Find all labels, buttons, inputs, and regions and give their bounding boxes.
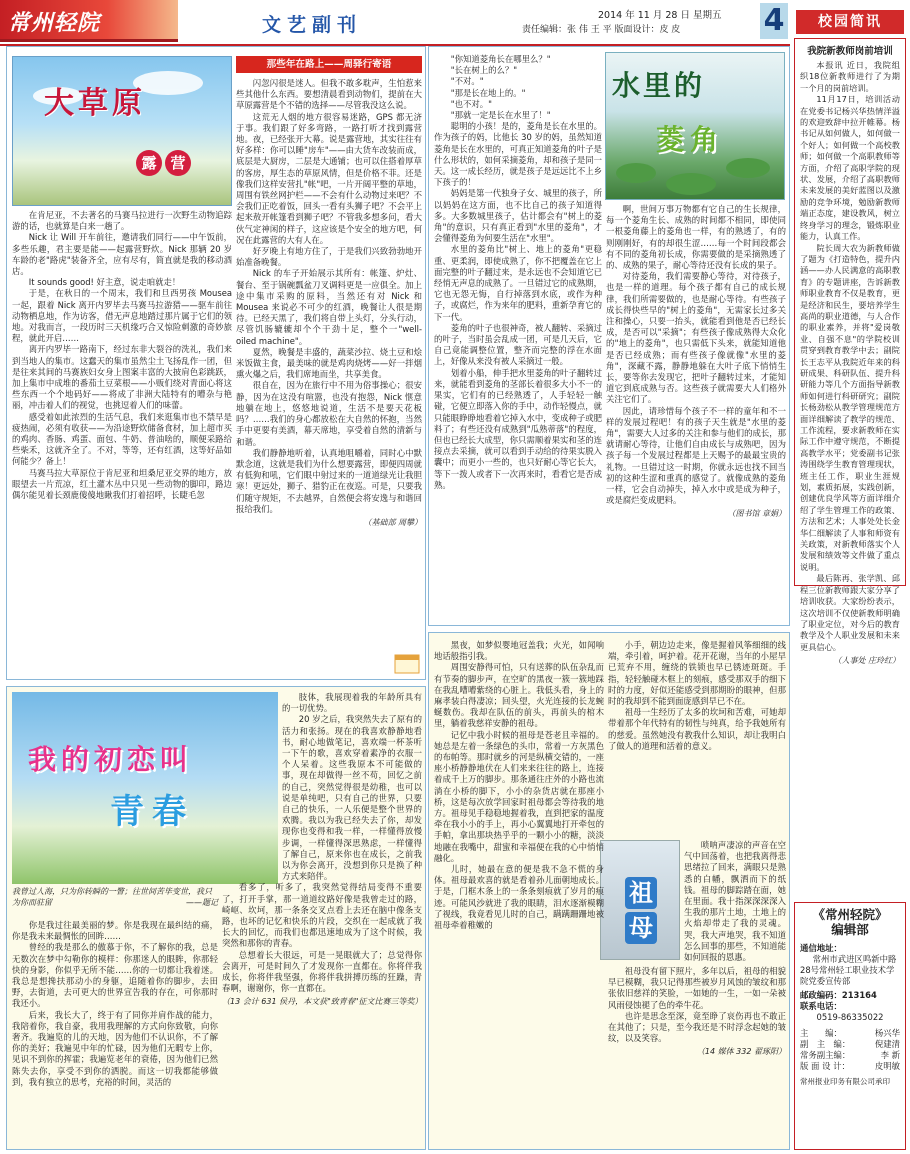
article-grandmother-col1 <box>434 640 604 1146</box>
article-water-caltrop-signature: （图书馆 章娟） <box>727 509 786 519</box>
staff-role: 常务副主编： <box>800 1050 851 1060</box>
article-youth-col2 <box>222 692 422 1146</box>
epigraph-tag: ——题记 <box>186 898 218 907</box>
editorial-title: 《常州轻院》 编辑部 <box>812 907 888 937</box>
article-water-caltrop-col1 <box>434 54 602 624</box>
article-grandmother-col2-bottom <box>608 966 786 1146</box>
phone: 0519-86335022 <box>816 1012 884 1022</box>
address: 常州市武进区鸣新中路28号常州轻工职业技术学院党委宣传部 <box>800 954 897 986</box>
campus-news-box <box>794 38 906 666</box>
sidebar-title: 校园简讯 <box>796 10 904 34</box>
staff-role: 版 面 设 计： <box>800 1061 850 1071</box>
paragraph: 于是，在秋日的一个周末，我们和旦西男孩 Mousea 一起，跟着 Nick 离开内罗毕去马赛马拉游猎——驱车前往动物栖息地，作为访客，借无声息地踏过那片属于它们的领地。对我而言，一段历时三天机缘巧合又惊险刺激的奇妙旅程，就此开启…… <box>12 288 232 344</box>
paragraph: 祖母没有留下照片，多年以后，祖母的相貌早已模糊，我只记得那些被岁月风蚀的皱纹和那张依旧慈祥的笑脸，一如她的一生，一如一朵被风雨侵蚀褪了色的牵牛花。 <box>608 966 786 1010</box>
paragraph: 因此，请珍惜每个孩子不一样的童年和不一样的发展过程吧！有的孩子天生就是"水里的菱角"，需要大人过多的关注和参与他们的成长，那就请耐心等待，让他们自由成长与成熟吧，因为孩子每一个发展过程都是上天赐予的最最宝贵的礼物。一旦错过这一时期，你就永远也找不回当初的这种生涩和重真的感觉了。就像成熟的菱角一样，它会自动掉失，掉入水中或是成为种子，或是腐烂变成肥料。 <box>606 405 786 506</box>
calendar-icon <box>394 652 420 674</box>
article-grassland-banner: 那些年在路上——周驿行寄语 <box>236 56 422 73</box>
masthead-brand <box>0 0 178 42</box>
news-paragraph: 本报讯 近日，我院组织18位新教师进行了为期一个月的岗前培训。 <box>800 60 900 93</box>
printer-credit: 常州报业印务有限公司承印 <box>800 1077 890 1086</box>
news-signature: （人事处 庄玲红） <box>833 656 900 666</box>
paragraph: 祖母一生经历了太多的坎坷和苦难，可她却带着那个年代特有的韧性与纯真，给予我她所有的慈爱。虽然她没有教我什么知识，却让我明白了做人的道理和活着的意义。 <box>608 707 786 751</box>
paragraph: 小手，朝边边走来，像是握着风筝细细的线端，牵引着，呵护着。花开花谢，当年的小屋早已荒弃不用，缠绕的铁锁也早已锈迹斑斑。手指，轻轻触碰木框上的刻痕，感受那双手的细下时的力度，好似还能感受到那期盼的眼神，但那时的我却到不能到面庞感到早已不在。 <box>608 640 786 707</box>
article-youth-epigraph <box>12 886 218 918</box>
paragraph: 离开内罗毕一路南下，经过东非大裂谷的洗礼，我们来到当地人的集市。这蠢天的集市虽然尘土飞扬乱作一团，但是往来其间的马赛族妇女身上图案丰富的大披肩色彩跳跃，加上集市中成堆的番茄土豆菜根——小贩们绕对青面心将这些东西一个个地码好——将成了非洲大陆特有的嘈杂与艳丽，冲击着人们的视觉，也挑逗着人们的味蕾。 <box>12 344 232 411</box>
title-char: 母 <box>625 912 657 944</box>
camping-badge <box>136 150 216 176</box>
paragraph: Nick 的车子开始展示其所有：帐篷、炉灶、餐台、至于锅碗瓢盆刀叉调料更是一应俱全。加上途中集市采购的原料，当然还有对 Nick 和 Mousea 来说必不可少的红酒，晚餐让人很是期待。已经天黑了，我们将自带上头灯，分头行动，尽管饥肠辘辘却个个干劲十足，整个一"well-oiled machine"。 <box>236 268 422 346</box>
staff-row <box>800 1061 900 1072</box>
dialogue-line: "你知道菱角长在哪里么？" <box>450 54 551 64</box>
staff-role: 主 编： <box>800 1028 842 1038</box>
news-headline: 我院新教师岗前培训 <box>807 46 893 57</box>
article-water-caltrop-col2 <box>606 204 786 624</box>
brand-title: 常州轻院 <box>8 10 101 36</box>
paragraph: 总想着长大很远，可是一晃眼就大了；总觉得你会离开，可是时间久了才发现你一直都在。你将伴我成长，你将伴我坚强，你将伴我拼搏历练的狂躁，青春啊，谢谢你，你一直都在。 <box>222 949 422 994</box>
paragraph: 看多了，听多了，我突然觉得结局变得不重要了，打开手掌，那一道道纹路好像是我曾走过的路，崎岖、坎坷，那一条条交叉点看上去还在脑中像条支路，也坏的记忆和快乐的片段，交织在一起成就了我长大的回忆，而我们也都迅速地成为了这个时候，我突然和那你的青春。 <box>222 882 422 949</box>
staff-name: 皮明敏 <box>874 1061 900 1071</box>
article-grassland-title: 大草原 <box>44 86 146 121</box>
article-grandmother-col2-mid <box>684 840 786 964</box>
dialogue-line: "那是长在地上的。" <box>450 87 526 98</box>
address-label: 通信地址： <box>800 943 842 953</box>
dialogue-line: "不对。" <box>450 76 484 87</box>
paragraph: 啊，世间万事万物都有它自己的生长规律，每一个菱角生长、成熟的时间都不相同，即使同一根菱角藤上的菱角也一样，有的熟透了，有的则刚刚好，有的却很生涩……每一个时间段都会有不同的菱角初长成，你需要做的是采摘熟透了的、成熟的果子，耐心等待还没有长成的果子。 <box>606 204 786 271</box>
article-youth-title: 我的初恋叫 <box>28 743 194 776</box>
dialogue-line: "那就一定是长在水里了！" <box>450 110 551 121</box>
paragraph: 划着小船，伸手把水里菱角的叶子翻转过来，就能看到菱角的茎部长着很多大小不一的果实，它们有的已经熟透了，人手轻轻一触碰，它便立即落入你的手中，动作轻慢点，就只能眼睁睁地看着它掉入水中，变成种子或肥料了；有些还没有成熟到"瓜熟蒂落"的程度，但也已经长大成型，你只需顺着果实和茎的连接点去采摘，就可以看到手动给的待果实脱入囊中；而更小一些的，也只好耐心等它长大，等下一拨人或者下一次再来时，看看它是否成熟。 <box>434 367 602 490</box>
editorial-office-box <box>794 902 906 1150</box>
paragraph: 这荒无人烟的地方很容易迷路，GPS 都无济于事。我们跟了好多弯路，一路打听才找到露营地。夜，已经张开大幕。说是露营地，其实往往有好多样：你可以睡"房车"——由大货车改装而成，底层是大厨房，二层是大通铺；也可以住搭着厚草的客房，厚生态的草原风情，但是价格不菲。还是像我们这样安营扎"帐"吧，一片开阔平整的草地，周围有铁丝网护栏——不会有什么动物过来吧？不会我们正吃着饭，回头一看有头狮子吧？不会平上起来敖开帐篷看到狮子吧？不管我多想多问，看大伙气定神闲的样子，这应该是个安全的地方吧，何况在此露营的大有人在。 <box>236 111 422 245</box>
paragraph: 妈妈是第一代独身子女、城里的孩子，所以妈妈在这方面，也不比自己的孩子知道得多。大多数城里孩子，估计都会有"树上的菱角"的意识，只有真正看到"水里的菱角"，才会懂得菱角为何要生活在"水里"。 <box>434 188 602 244</box>
paragraph: 曾经的我是那么的傲慕于你，不了解你的我，总是无数次在梦中勾勒你的模样：你那迷人的眼眸，你那轻快的身影，你似乎无所不能……你的一切都让我着迷。我总是想搀扶那动小的身躯，追随着你的脚步，去田野，去街道，去可更大的世界宣告我的存在，可你那时我还小。 <box>12 942 218 1009</box>
staff-role: 副 主 编： <box>800 1039 851 1049</box>
postcode: 邮政编码：213164 <box>800 990 877 1000</box>
editor-credits: 责任编辑：张 伟 王 平 版面设计：皮 皮 <box>522 25 681 35</box>
phone-label: 联系电话： <box>800 1001 842 1011</box>
paragraph: 对待菱角，我们需要静心等待，对待孩子，也是一样的道理。每个孩子都有自己的成长规律，我们所需要做的，也是耐心等待。有些孩子成长得快些早的"树上的菱角"，无需家长过多关注和操心，只要一抬头，就能看到他是否已经长成，是否可以"采摘"；有些孩子像成熟得大众化的"地上的菱角"，也只需低下头来，就能知道他是否已经成熟；而有些孩子像就像"水里的菱角"，深藏不露，静静地躲在大叶子底下悄悄生长，要等你去发现它，把叶子翻转过来，才能知道它到底成熟与否。这些孩子就需要大人们格外关注它们了。 <box>606 271 786 405</box>
article-water-caltrop-title: 水里的 <box>612 69 706 102</box>
article-grandmother-title <box>614 874 668 947</box>
paragraph: 20 岁之后，我突然失去了原有的活力和张扬。现在的我喜欢静静地看书，耐心地做笔记，喜欢端一杯茶听一下午的歌，喜欢穿着素净的衣服一个人呆着。这些我原本不可能做的事，现在却做得一丝不苟，回忆之前的自己，突然觉得很是幼稚，也可以说是单纯吧，只有自己的世界，只要自己的快乐，一人乐便是整个世界的欢腾。我以为我已经失去了你，却发现你也变得和我一样，一样懂得放慢步调，一样懂得深思熟虑，一样懂得了解自己，原来你也在成长，之前我以为你会离开，没想到你只是换了种方式来陪伴。 <box>282 714 422 882</box>
badge-char: 营 <box>165 150 191 176</box>
paragraph: 水里的菱角比"树上、地上的菱角"更稳重、更柔润，即使成熟了，你不把覆盖在它上面完整的叶子翻过来，是永远也不会知道它已经悄无声息的成熟了。一旦错过它的成熟期，它也无怨无悔，自行掉落到水底，或作为种子，或腐烂，作为来年的肥料，重新孕育它的下一代。 <box>434 244 602 322</box>
paragraph: 周围安静得可怕，只有送葬的队伍杂乱而有节奏的脚步声，在空旷的黑夜一簇一簇地踩在我乱嘈嘈紫绕的心脏上。我低头看，身上的麻孝装白得凄凉；回头望，火光连接的长龙蜿蜒数伤。我却在队伍的前头，再前头的棺木里，躺着我慈祥安静的祖母。 <box>434 662 604 729</box>
article-grassland-signature: （基础部 周攀） <box>363 517 422 527</box>
paragraph: 后来，我长大了，终于有了同你并肩作战的能力，我陪着你，我自豪，我用我理解的方式向你致敬，向你奢齐。我遍览的儿的天地，因为他们不认识你，不了解你的美好；我遍见中年的忙碌，因为他们无暇专上你，见识不到你的挥霍；我遍览老年的衰倦，因为他们已然陈失去你，享受不到你的洒脱。而这一切我都能够做到，我有独立的思考，充裕的时间，灵活的 <box>12 1009 218 1087</box>
paragraph: 聪明的小孩！是的，菱角是长在水里的。作为孩子的妈，比他长 30 岁的妈，虽然知道菱角是长在水里的，可真正知道菱角的叶子是什么形状的，如何采摘菱角，却和孩子是同一天。这一成长经历，就是孩子是远远比不上乡下孩子的！ <box>434 121 602 188</box>
paragraph: 也许是思念至深，竟至睁了哀伤再也不敢正在其他了；只是，至今我还是不时浮念起她的皱纹，以及笑容。 <box>608 1010 786 1044</box>
article-youth-col1 <box>12 920 218 1146</box>
page-number: 4 <box>760 3 788 39</box>
news-paragraph: 院长周大农为新教师做了题为《打造特色，提升内涵——办人民满意的高职教育》的专题讲座，告诉新教师职业教育不仅是教育，更是经济和民生，要培养学生高尚的职业道德，与人合作的职业素养，并将"爱岗敬业、自强不息"的学院校训贯穿到教育教学中去；副院长王志平从我院近年来的科研成果、科研队伍、提升科研能力等几个方面指导新教师如何进行科研研究；副院长杨劲松从教学管理规范方面详细解读了教学的规范、工作流程，要求新教师在实际工作中遵守规范，不断提高教学水平；党委副书记张涛围绕学生教育管理现状，班主任工作，职业生涯规划，素质拓展，实践创新，创建优良学风等方面详细介绍了学生管理工作的政策、方法和艺术；人事处处长金华仁细解读了人事和师资有关政策，对新教师落实个人发展和绩效等文件做了重点说明。 <box>800 242 900 572</box>
paragraph: 你是我过往最美丽的梦。你是我现在最纠结的痛，你是我未来最惆怅的回眸…… <box>12 920 218 942</box>
staff-row <box>800 1050 900 1061</box>
staff-row <box>800 1028 900 1039</box>
paragraph: 在肯尼亚，不去著名的马赛马拉进行一次野生动物追踪游的话，也就算是白来一趟了。 <box>12 210 232 232</box>
paragraph: 菱角的叶子也很神奇，被人翻转、采摘过的叶子，当时虽会乱成一团，可是几天后，它自己竟能调整位置，整齐而完整的浮在水面上，好像从来没有被人采摘过一般。 <box>434 322 602 367</box>
paragraph: 唢呐声凄凉的声音在空气中回荡着，也把我离得悲思绪拉了回来，满眼只是熟悉的白幡，飘洒而下的纸钱。祖母的脚踪踏在面，她在里面。我十指深深深深入生我的那片土地，土地上的火焰却带走了我的灵魂。哭，我大声地哭，我不知道怎么回事的那些，不知道能如何回报的恩惠。 <box>684 840 786 963</box>
title-char: 祖 <box>625 877 657 909</box>
paragraph: Nick 让 Will 开车前往，邀请我们同行——中午饭前，多些乐趣，君主要是能——起露营野炊。Nick 那辆 20 岁车龄的老"路虎"装备齐全，应有尽有，简直就是我的移动酒店。 <box>12 232 232 277</box>
article-grassland-col2 <box>236 78 422 674</box>
paragraph: 好歹晚上有地方住了，于是我们兴致勃勃地开始准备晚餐。 <box>236 246 422 268</box>
paragraph: 肢体，我展现着我的年龄所具有的一切优势。 <box>282 692 422 714</box>
staff-name: 杨兴华 <box>874 1028 900 1038</box>
paragraph: 儿时，她最在意的便是我不急不慌的身体。祖母最欢喜的就是看着孙儿面朝地成长。于是，门框木条上的一条条刻痕就了岁月的痕迹。可能风沙就进了我的眼睛，泪水逐渐模糊了视线，我竟看见儿时的自己，蹒蹒跚跚地被祖母牵着稚嫩的 <box>434 864 604 931</box>
paragraph: 记忆中我小时候的祖母是苍老且幸福的。她总是左着一条绿色的头巾，常着一方灰黑色的布帕等。那时就乡的河是纵横交错的，一座座小桥静静地伏在人们来来往往的路上，连接着成千上万的脚步。那条通往庄外的小路也流淌在小桥的脚下，小小的杂货店就在那座小桥，这是每次放学回家时祖母都会等待我的地方。祖母见手稳稳地握着我，直到把家的温度牵在我小小的手上，再小心翼翼地打开牵包的手帕，拿出那块热乎乎的一颗小小的糖，淡淡地融在我嘴中，甜蜜和幸福便在我的心中悄悄融化。 <box>434 729 604 863</box>
news-paragraph: 最后陈再、张学凯、邱程三位新教师跟大家分享了培训收获。大家纷纷表示，这次培训不仅使新教师明确了职业定位，对今后的教育教学及个人职业发展和未来更具信心。 <box>800 573 900 652</box>
news-paragraph: 11月17日，培训活动在党委书记杨兴华热情洋溢的欢迎致辞中拉开帷幕。杨书记从如何做人，如何做一个好人；如何做一个高校教师；如何做一个高职教师等方面，介绍了高职学院的现状、发展，介绍了高职教师未来发展的美好蓝图以及激励的竞争环境，勉励新教师端正态度，建设教风，树立终身学习的理念，锻炼职业能力，认真工作。 <box>800 94 900 242</box>
badge-char: 露 <box>136 150 162 176</box>
dialogue-line: "也不对。" <box>450 98 493 109</box>
paragraph: 我们静静地听着，认真地咀嚼着，同时心中默默念道，这就是我们为什么想要露营，即便四周就有低狗和吼，它们眼中射过来的一道道绿光让我胆寒！更远处，狮子、猎豹正在夜巡。可是，只要我们随守规矩，不去越界，自然便会将安逸与和谐回报给我们。 <box>236 447 422 514</box>
paragraph: 很自在，因为在旅行中不用为俗事操心；很安静，因为在这没有喧嚣，也没有抱怨，Nick 惬意地躺在地上，悠悠地说道，生活不是要天花板吗？……我们的身心都放松在大自然的怀抱，当然手中更要有美酒，幕天席地，享受着自然的清新与和谐。 <box>236 380 422 447</box>
paragraph: 黑夜，如梦似婴地冠盖我；火光，如闻响地话般指引我。 <box>434 640 604 662</box>
epigraph-text: 我曾过人海，只为你转瞬的一瞥；往世间苦毕变世，我只为你而驻留 <box>12 887 212 907</box>
paragraph: 夏然，晚餐是丰盛的，蔬菜沙拉、烧土豆和烩米饭做主食，最美味的就是鸡肉烧烤——好一拌烟熏火爆之后，我们席地而坐，共享美食。 <box>236 346 422 380</box>
paragraph: It sounds good! 好主意，说走咱就走！ <box>28 277 181 288</box>
staff-name: 倪建清 <box>874 1039 900 1049</box>
article-youth-signature: （13 会计 631 侯丹，本文获"致青春"征文比赛三等奖） <box>222 997 422 1007</box>
issue-date: 2014 年 11 月 28 日 星期五 <box>598 10 722 21</box>
article-grandmother-signature: （14 媒体 332 翟琢阳） <box>696 1047 786 1057</box>
paragraph: 马赛马拉大草原位于肯尼亚和坦桑尼亚交界的地方，放眼望去一片荒凉，红土灌木丛中只见一些动物的脚印，路边偶尔能见着长颈鹿傻傻地瞅我们打着招呼，长睫毛忽 <box>12 467 232 501</box>
news-body <box>800 60 900 653</box>
section-title: 文艺副刊 <box>262 14 363 36</box>
paragraph: 感受着如此浓烈的生活气息，我们来逛集市也不禁早是疲热闹，必须有收获——为沿途野炊储备食材，加上超市买的鸡肉、香肠、鸡蛋、面包、牛奶、普油啥的，顺便采路给些柴禾，这就齐全了。不对，等等，还有红酒，这等好品如何能少？备上！ <box>12 411 232 467</box>
paragraph: 闪忽闪很是迷人。但我不敢多耽声，生怕惹来些其他什么东西。要想清晨看到动物们，提前在大草原露营是个不错的选择——尽管我没这么说。 <box>236 78 422 111</box>
article-youth-title2: 青春 <box>110 792 194 832</box>
dialogue-line: "长在树上的么？" <box>450 65 518 76</box>
staff-name: 李 新 <box>880 1050 900 1060</box>
article-grandmother-col2-top <box>608 640 786 836</box>
staff-row <box>800 1039 900 1050</box>
article-water-caltrop-title2: 菱角 <box>656 123 725 156</box>
article-grassland-col1 <box>12 210 232 676</box>
